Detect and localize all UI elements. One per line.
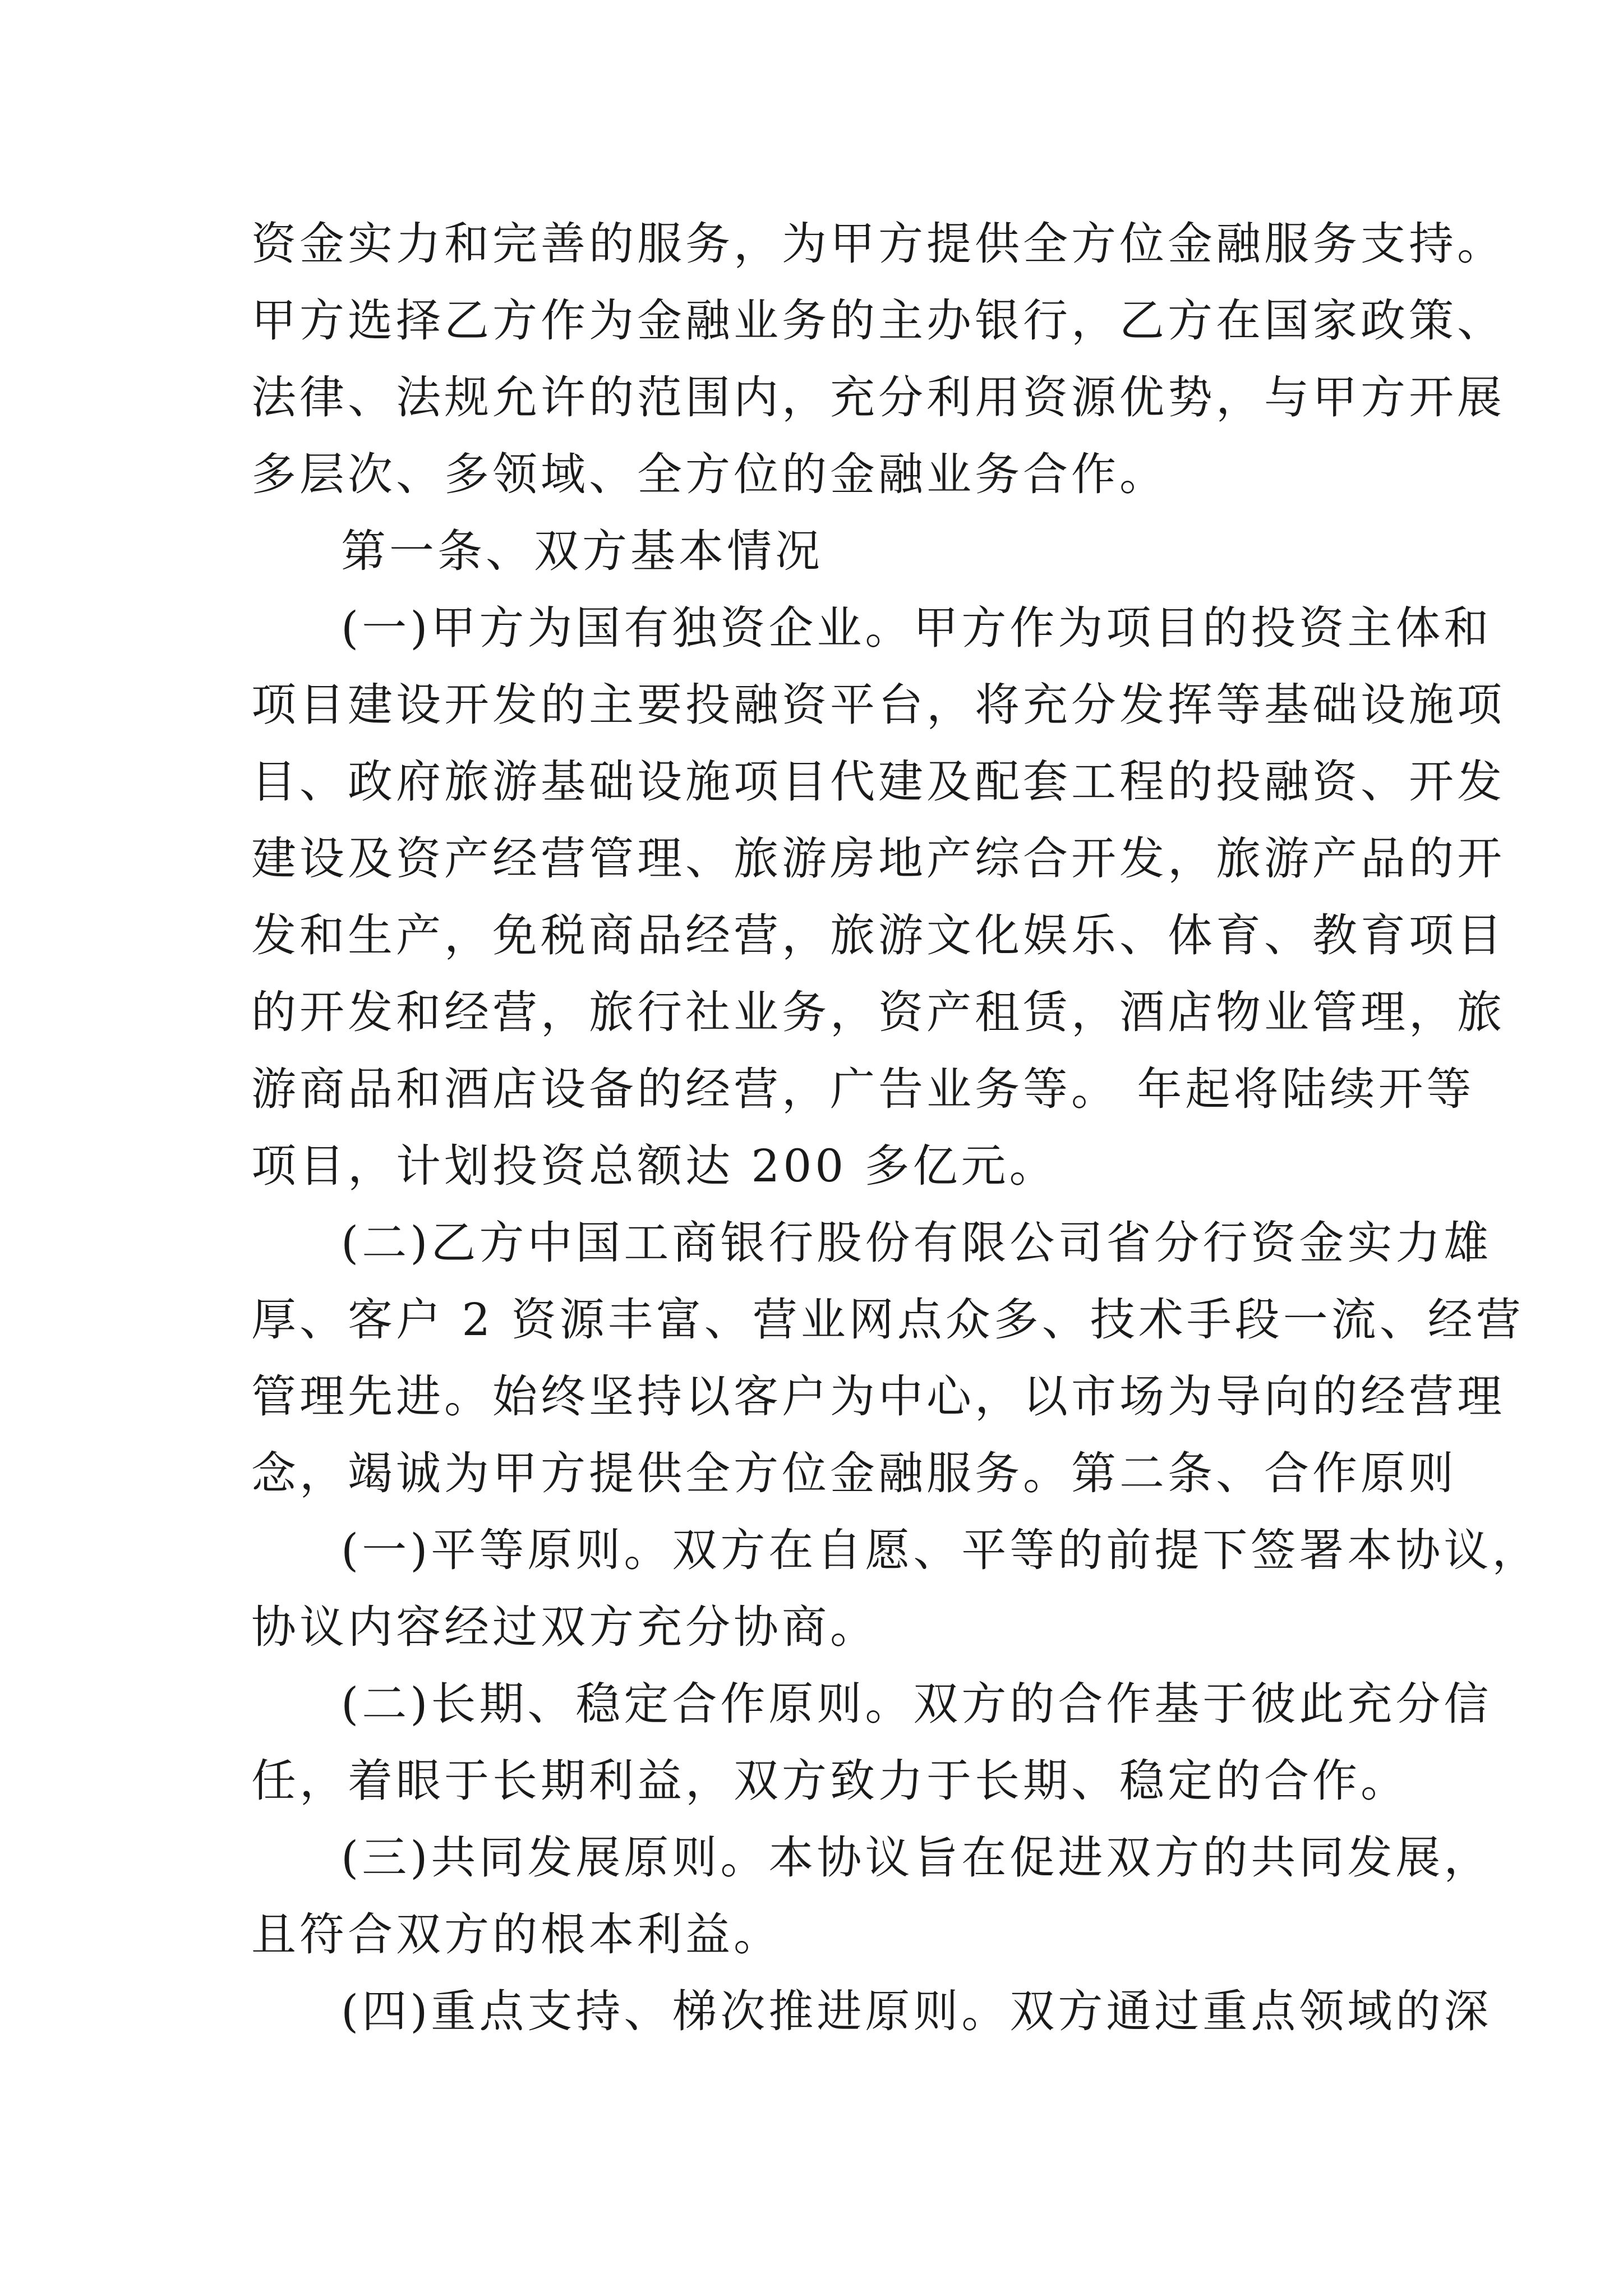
text-line: 厚、客户 2 资源丰富、营业网点众多、技术手段一流、经营	[251, 1294, 1524, 1346]
text-line: 游商品和酒店设备的经营，广告业务等。 年起将陆续开等	[251, 1063, 1475, 1115]
text-line: 项目建设开发的主要投融资平台，将充分发挥等基础设施项	[251, 679, 1505, 731]
text-line: 目、政府旅游基础设施项目代建及配套工程的投融资、开发	[251, 756, 1505, 808]
text-line: 且符合双方的根本利益。	[251, 1908, 782, 1961]
text-line: (二)乙方中国工商银行股份有限公司省分行资金实力雄	[341, 1217, 1492, 1269]
text-line: (一)平等原则。双方在自愿、平等的前提下签署本协议，	[341, 1524, 1541, 1576]
text-line: 甲方选择乙方作为金融业务的主办银行，乙方在国家政策、	[251, 295, 1505, 347]
text-line: 建设及资产经营管理、旅游房地产综合开发，旅游产品的开	[251, 832, 1505, 885]
text-line: (二)长期、稳定合作原则。双方的合作基于彼此充分信	[341, 1678, 1492, 1730]
text-line: 多层次、多领域、全方位的金融业务合作。	[251, 448, 1168, 500]
section-heading: 第一条、双方基本情况	[341, 525, 823, 577]
text-line: 发和生产，免税商品经营，旅游文化娱乐、体育、教育项目	[251, 909, 1505, 961]
text-line: 协议内容经过双方充分协商。	[251, 1601, 878, 1653]
text-line: 项目，计划投资总额达 200 多亿元。	[251, 1140, 1058, 1192]
text-line: 资金实力和完善的服务，为甲方提供全方位金融服务支持。	[251, 218, 1505, 270]
text-line: (三)共同发展原则。本协议旨在促进双方的共同发展，	[341, 1832, 1492, 1884]
text-line: (一)甲方为国有独资企业。甲方作为项目的投资主体和	[341, 602, 1492, 654]
text-line: 念，竭诚为甲方提供全方位金融服务。第二条、合作原则	[251, 1447, 1457, 1499]
document-body	[251, 205, 1541, 2050]
text-line: 任，着眼于长期利益，双方致力于长期、稳定的合作。	[251, 1755, 1409, 1807]
text-line: 管理先进。始终坚持以客户为中心，以市场为导向的经营理	[251, 1370, 1505, 1423]
text-line: 法律、法规允许的范围内，充分利用资源优势，与甲方开展	[251, 371, 1505, 424]
text-line: 的开发和经营，旅行社业务，资产租赁，酒店物业管理，旅	[251, 986, 1505, 1038]
text-line: (四)重点支持、梯次推进原则。双方通过重点领域的深	[341, 1985, 1492, 2037]
